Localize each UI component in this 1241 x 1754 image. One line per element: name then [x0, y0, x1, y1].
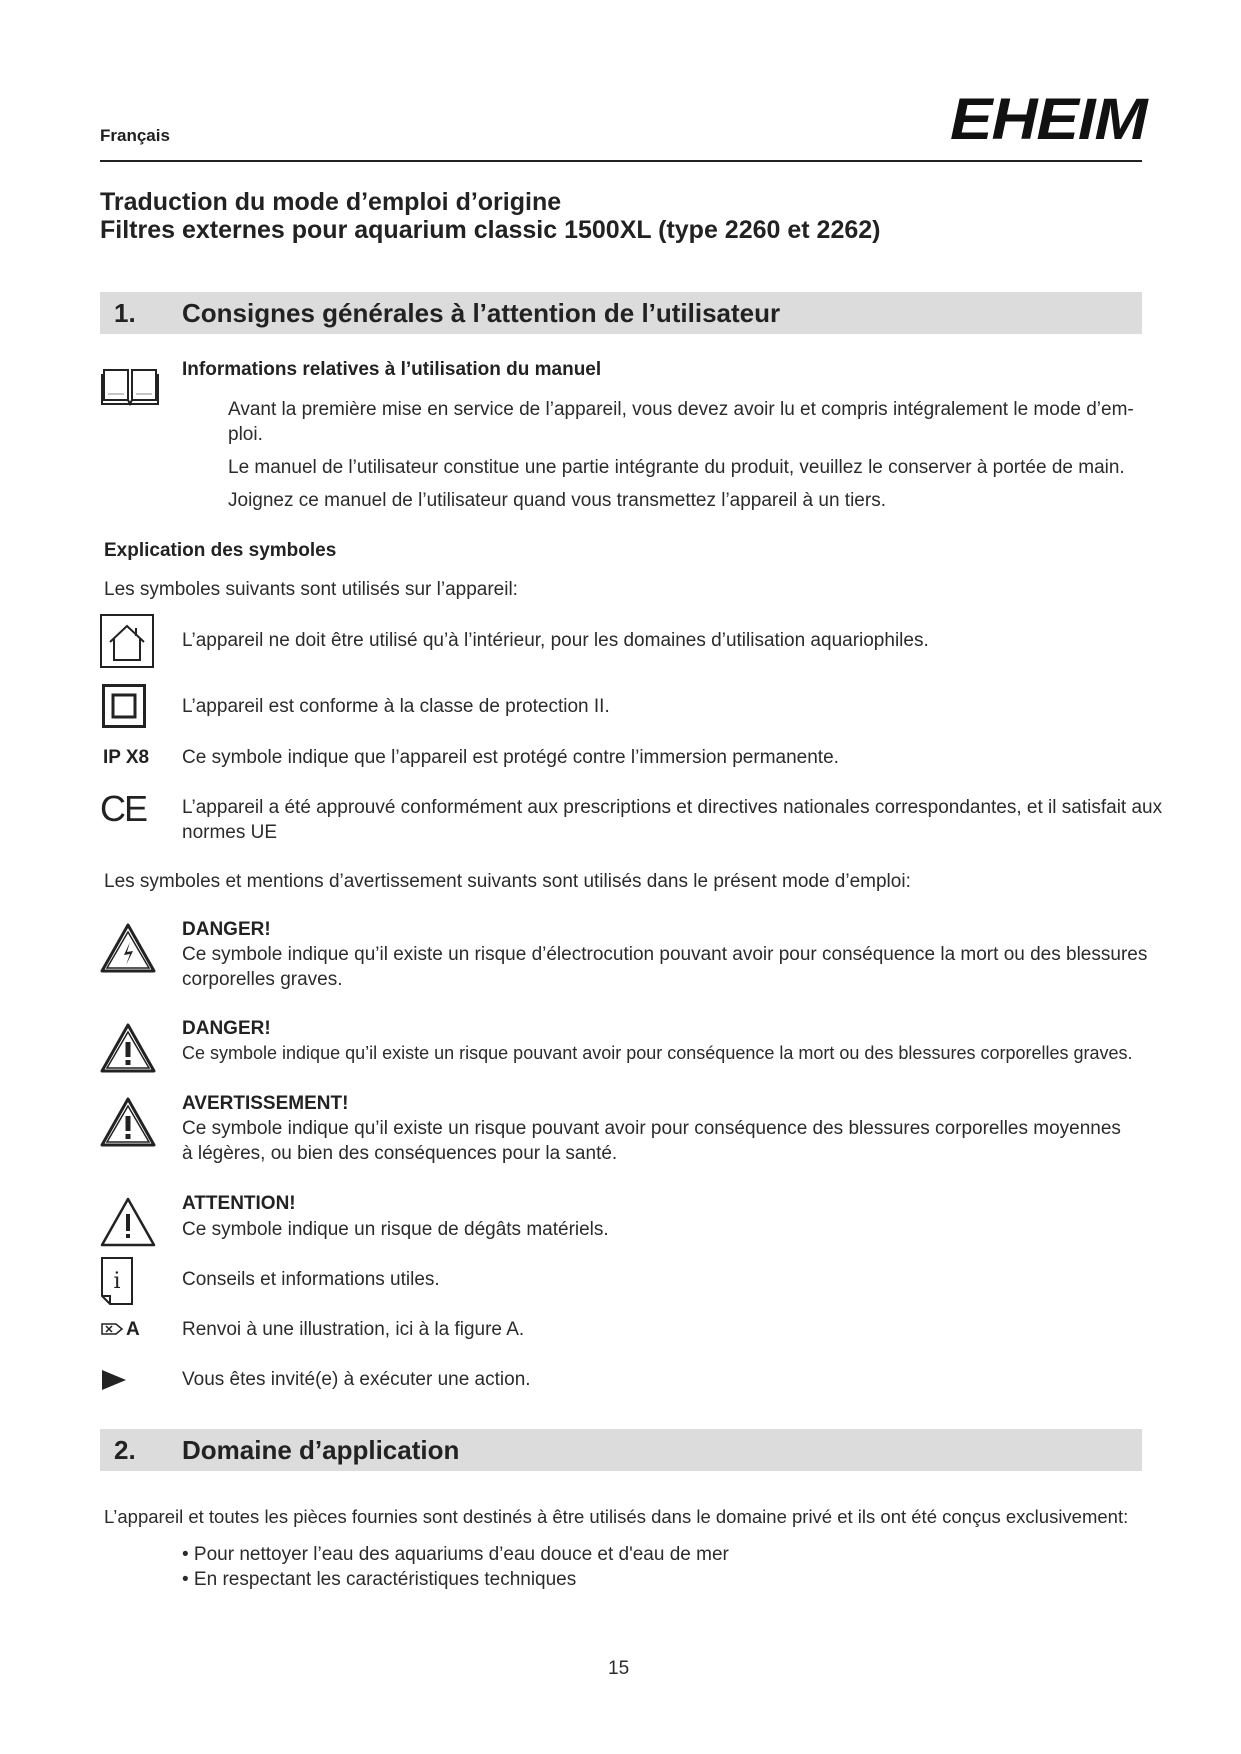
- warning-text: à légères, ou bien des conséquences pour la santé.: [182, 1143, 618, 1164]
- warning-title: DANGER!: [182, 919, 271, 940]
- bullet-item: • Pour nettoyer l’eau des aquariums d’eau douce et d'eau de mer: [182, 1544, 729, 1565]
- misc-symbol-text: Renvoi à une illustration, ici à la figure A.: [182, 1319, 525, 1340]
- caution-icon: [99, 1196, 157, 1248]
- figure-ref-label: A: [126, 1319, 140, 1340]
- warning-title: DANGER!: [182, 1018, 271, 1039]
- svg-text:i: i: [113, 1269, 121, 1294]
- device-symbol-text: Ce symbole indique que l’appareil est protégé contre l’immersion permanente.: [182, 747, 839, 768]
- symbols-heading: Explication des symboles: [104, 540, 337, 561]
- device-symbol-text: L’appareil ne doit être utilisé qu’à l’intérieur, pour les domaines d’utilisation aquariophiles.: [182, 630, 929, 651]
- house-icon: [100, 614, 154, 668]
- class-ii-icon: [102, 684, 146, 728]
- section-1-number: 1.: [114, 298, 136, 328]
- manual-line: Joignez ce manuel de l’utilisateur quand vous transmettez l’appareil à un tiers.: [228, 490, 886, 511]
- device-symbol-text: L’appareil est conforme à la classe de protection II.: [182, 696, 610, 717]
- danger-icon: [99, 1022, 157, 1074]
- warning-icon: [99, 1096, 157, 1148]
- warnings-intro: Les symboles et mentions d’avertissement suivants sont utilisés dans le présent mode d’emploi:: [104, 871, 911, 892]
- info-icon: [100, 1256, 134, 1306]
- warning-text: Ce symbole indique un risque de dégâts matériels.: [182, 1219, 609, 1240]
- figure-ref-icon: [100, 1321, 124, 1337]
- language-label: Français: [100, 126, 170, 145]
- ce-mark-icon: CE: [100, 788, 147, 829]
- section-1-title: Consignes générales à l’attention de l’utilisateur: [182, 298, 781, 328]
- device-symbol-text: normes UE: [182, 822, 278, 843]
- section-2-title: Domaine d’application: [182, 1435, 460, 1465]
- page-number: 15: [608, 1658, 630, 1679]
- warning-text: Ce symbole indique qu’il existe un risque pouvant avoir pour conséquence des blessures corporelles moyennes: [182, 1118, 1121, 1139]
- warning-text: Ce symbole indique qu’il existe un risque pouvant avoir pour conséquence la mort ou des blessures corporelles graves.: [182, 1043, 1133, 1063]
- electric-danger-icon: [99, 922, 157, 974]
- section-2-number: 2.: [114, 1435, 136, 1465]
- section-2-intro: L’appareil et toutes les pièces fournies sont destinés à être utilisés dans le domaine privé et ils ont été conçus exclusivement:: [104, 1506, 1129, 1527]
- misc-symbol-text: Conseils et informations utiles.: [182, 1269, 440, 1290]
- warning-text: Ce symbole indique qu’il existe un risque d’électrocution pouvant avoir pour conséquence la mort ou des blessures: [182, 944, 1148, 965]
- warning-text: corporelles graves.: [182, 969, 343, 990]
- action-arrow-icon: [100, 1368, 128, 1392]
- eheim-logo: EHEIM: [950, 87, 1147, 152]
- section-1-bar: [100, 292, 1142, 334]
- misc-symbol-text: Vous êtes invité(e) à exécuter une action.: [182, 1369, 531, 1390]
- symbols-intro: Les symboles suivants sont utilisés sur l’appareil:: [104, 579, 518, 600]
- ipx8-label: IP X8: [103, 747, 150, 768]
- warning-title: AVERTISSEMENT!: [182, 1093, 349, 1114]
- book-icon: [100, 362, 160, 408]
- document-subtitle: Filtres externes pour aquarium classic 1500XL (type 2260 et 2262): [100, 216, 881, 244]
- warning-title: ATTENTION!: [182, 1193, 296, 1214]
- bullet-item: • En respectant les caractéristiques techniques: [182, 1569, 577, 1590]
- header-rule: [100, 160, 1142, 162]
- section-2-bar: [100, 1429, 1142, 1471]
- device-symbol-text: L’appareil a été approuvé conformément aux prescriptions et directives nationales correspondantes, et il satisfait aux: [182, 797, 1163, 818]
- document-title: Traduction du mode d’emploi d’origine: [100, 188, 562, 216]
- manual-line: Le manuel de l’utilisateur constitue une partie intégrante du produit, veuillez le conserver à portée de main.: [228, 457, 1125, 478]
- manual-line: ploi.: [228, 424, 263, 445]
- manual-line: Avant la première mise en service de l’appareil, vous devez avoir lu et compris intégralement le mode d’em-: [228, 399, 1134, 420]
- manual-heading: Informations relatives à l’utilisation du manuel: [182, 359, 602, 380]
